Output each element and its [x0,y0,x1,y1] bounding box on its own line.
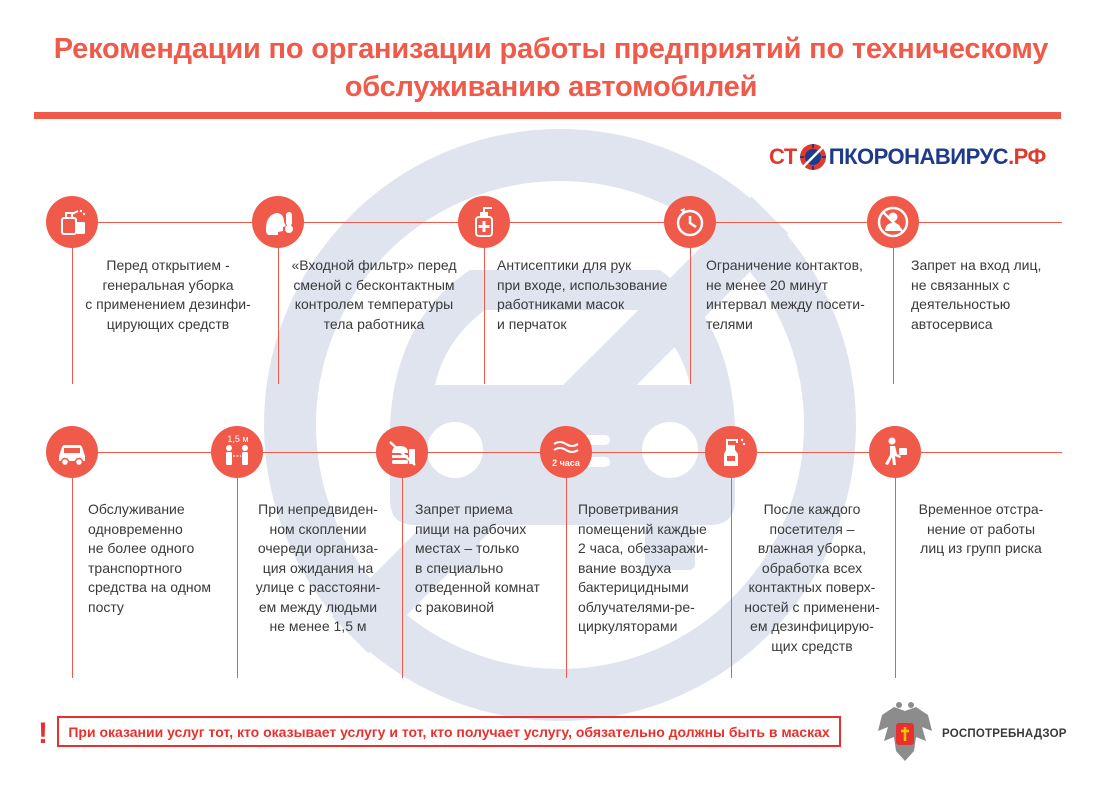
measure-no-eating: Запрет приема пищи на рабочих местах – только в специально отведенной комнат с раковиной [415,501,540,615]
row1-divider [278,248,279,384]
row2-divider [72,478,73,678]
row1-divider [484,248,485,384]
mask-warning-text: При оказании услуг тот, кто оказывает услугу и тот, кто получает услугу, обязательно должны быть в масках [68,723,830,740]
no-entry-person-icon [867,196,919,248]
virus-icon [798,142,828,172]
measure-contact-limit: Ограничение контактов, не менее 20 минут интервал между посети- телями [706,257,865,332]
distance-badge: 1,5 м [227,434,249,444]
row2-divider [895,478,896,678]
title-line-1: Рекомендации по организации работы предприятий по техническому [53,33,1049,65]
measure-one-vehicle: Обслуживание одновременно не более одного транспортного средства на одном посту [88,501,211,615]
row2-divider [402,478,403,678]
measure-queue-distance: При непредвиден- ном скоплении очереди организа- ция ожидания на улице с расстояни- ем между людьми не менее 1,5 м [255,501,381,634]
measure-entry-ban: Запрет на вход лиц, не связанных с деятельностью автосервиса [911,257,1042,332]
agency-name: РОСПОТРЕБНАДЗОР [942,728,1067,740]
spray-bottle-icon [705,426,757,478]
row1-divider [690,248,691,384]
measure-antiseptics: Антисептики для рук при входе, использование работниками масок и перчаток [497,257,668,332]
logo-text-part-1: СТ [769,144,797,169]
logo-text-part-2: ПКОРОНАВИРУС [828,144,1009,169]
row2-divider [237,478,238,678]
measure-wet-cleaning: После каждого посетителя – влажная уборка, обработка всех контактных поверх- ностей с применени- ем дезинфицирую- щих средств [744,501,880,654]
page-title [40,30,1062,106]
measure-entry-filter: «Входной фильтр» перед сменой с бесконтактным контролем температуры тела работника [291,257,457,332]
row1-divider [72,248,73,384]
thermometer-head-icon [252,196,304,248]
airflow-badge: 2 часа [552,458,580,468]
no-food-icon [376,426,428,478]
mask-warning-banner [57,716,841,747]
row1-divider [893,248,894,384]
title-divider [34,112,1061,119]
measure-risk-groups: Временное отстра- нение от работы лиц из групп риска [918,501,1044,556]
airflow-icon [540,426,592,478]
warning-exclamation-icon: ! [38,717,48,750]
stopcoronavirus-logo [769,142,1046,172]
clock-icon [664,196,716,248]
row2-divider [731,478,732,678]
logo-text-part-3: .РФ [1008,144,1046,169]
measure-ventilation: Проветривания помещений каждые 2 часа, обеззаражи- вание воздуха бактерицидными облучателями-ре- циркуляторами [578,501,709,634]
car-icon [46,426,98,478]
walking-away-icon [869,426,921,478]
eagle-emblem-icon [874,701,936,767]
measure-general-cleaning: Перед открытием - генеральная уборка с применением дезинфи- цирующих средств [85,257,251,332]
sanitizer-bottle-icon [458,196,510,248]
rospotrebnadzor-logo [874,701,1067,767]
title-line-2: обслуживанию автомобилей [344,71,758,103]
row2-divider [566,478,567,678]
spray-bucket-icon [46,196,98,248]
